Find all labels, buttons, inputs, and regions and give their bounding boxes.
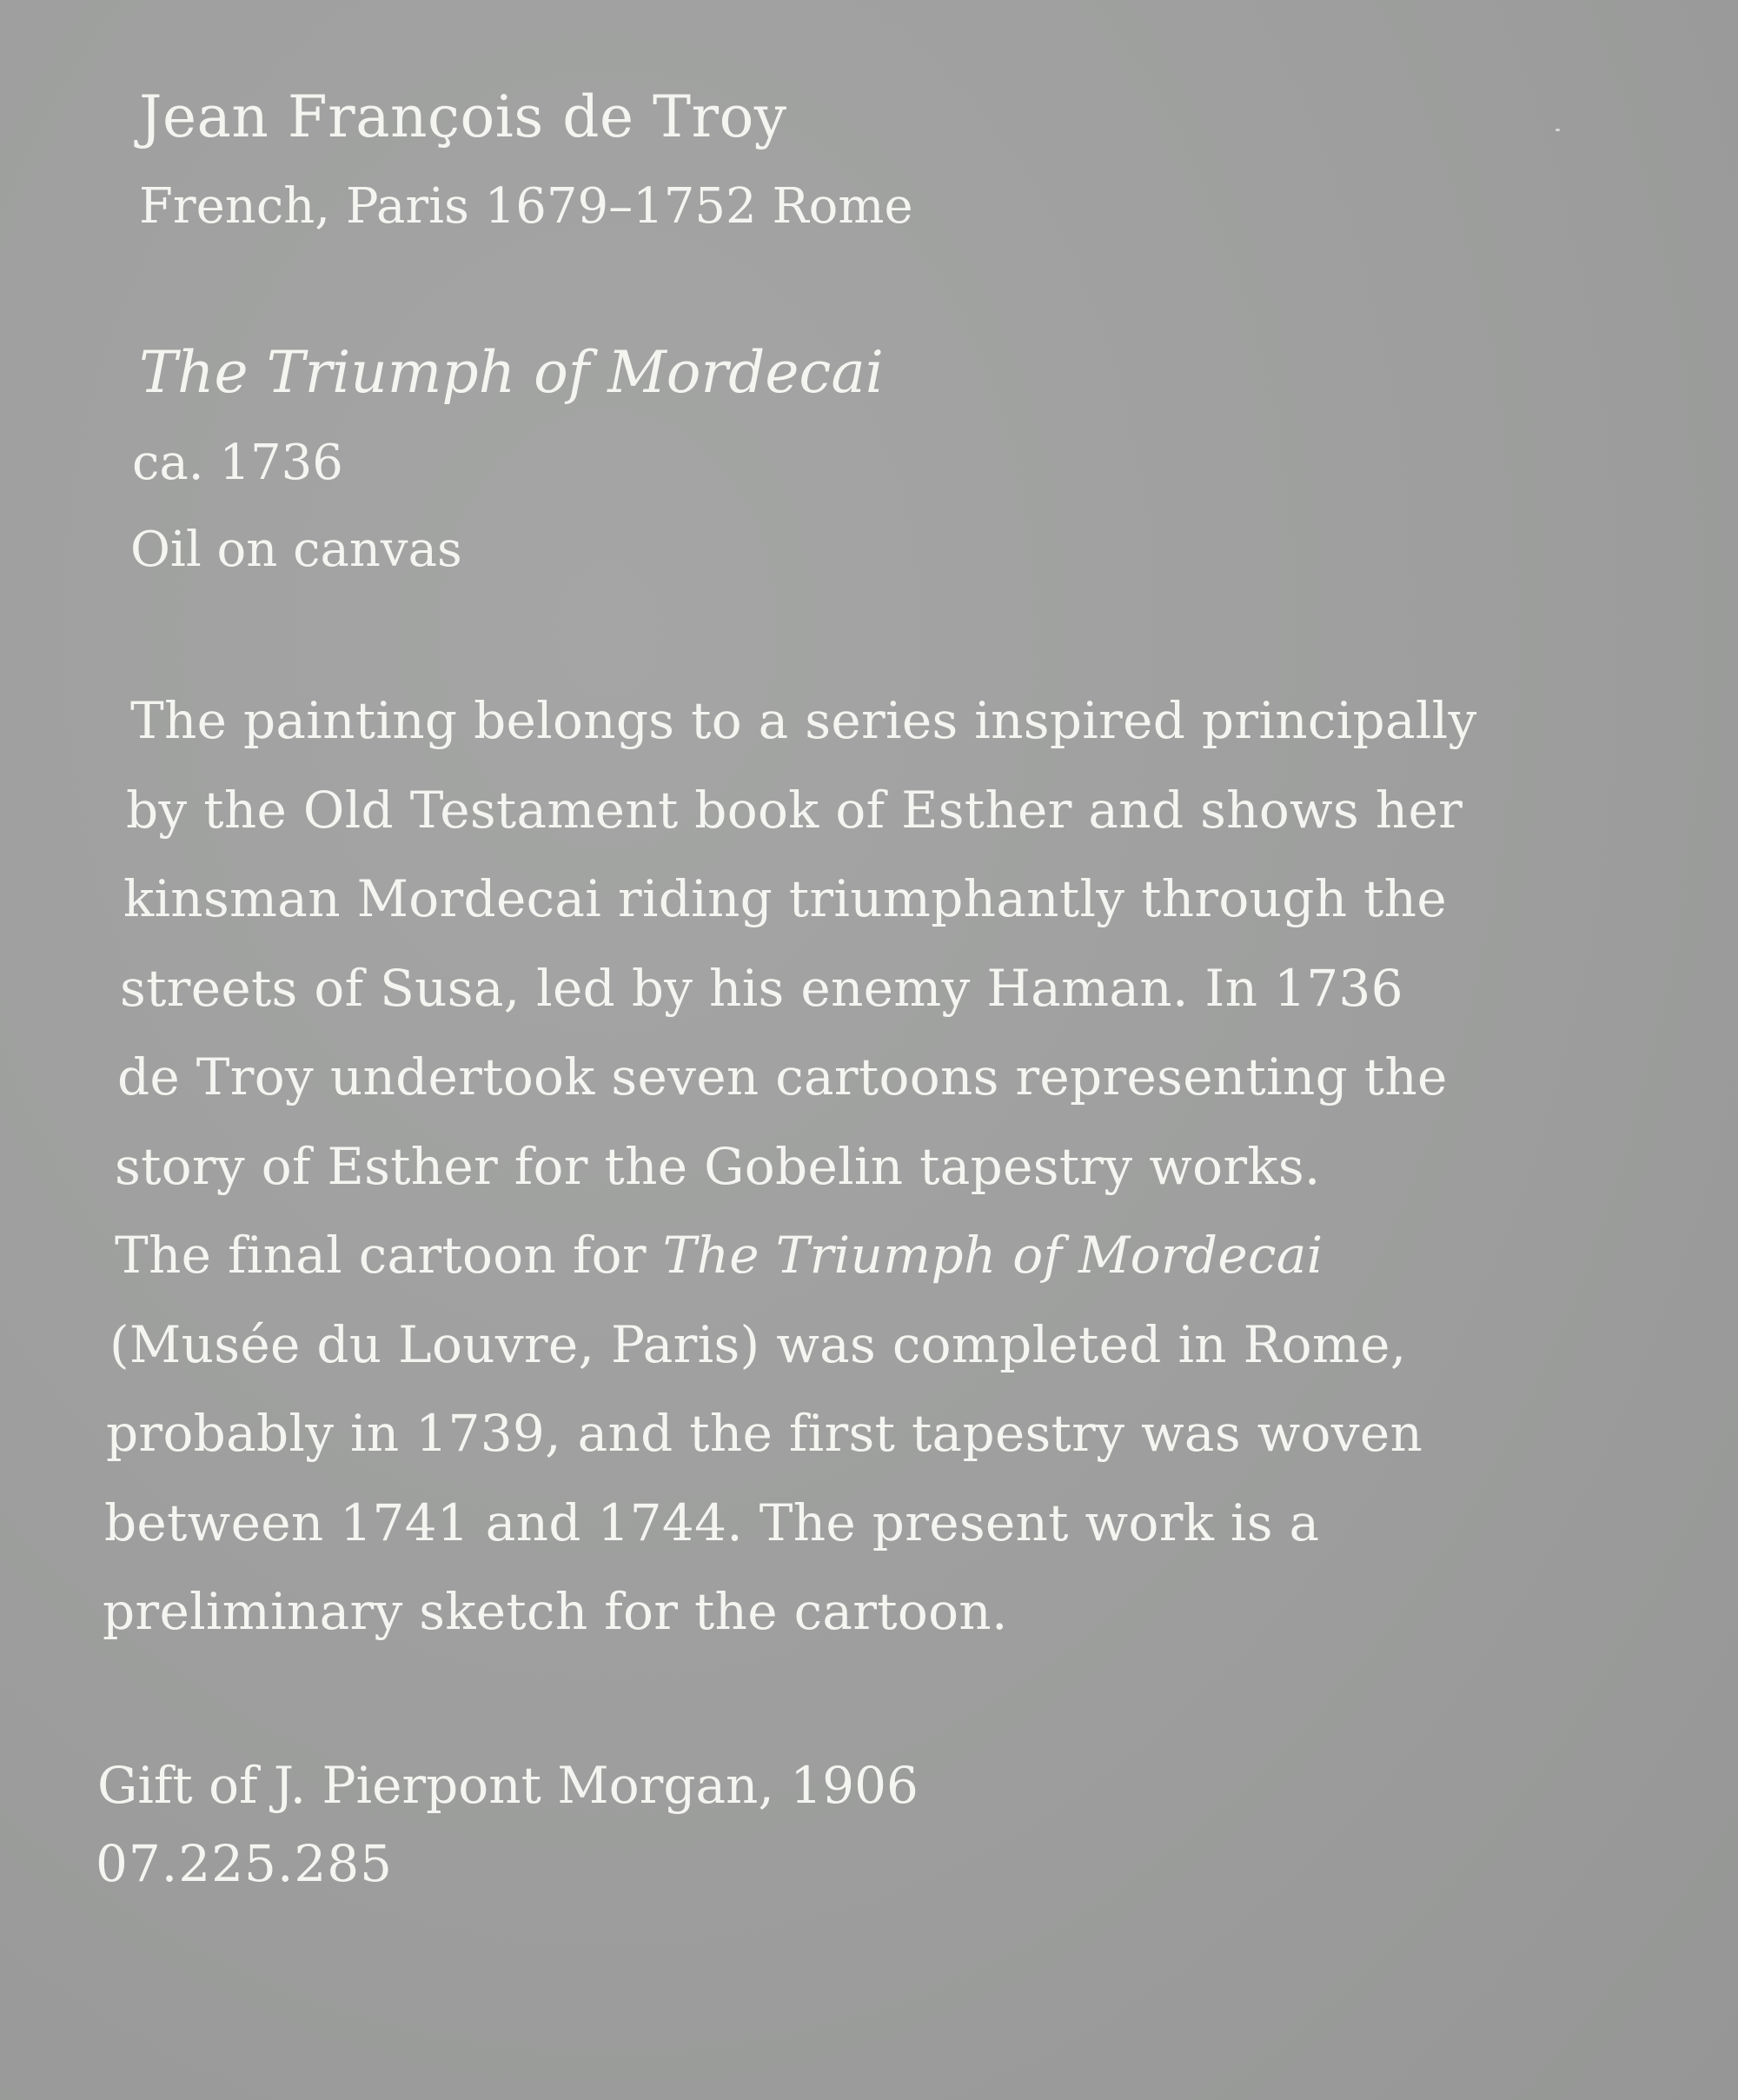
accession-number: 07.225.285	[96, 1834, 394, 1893]
description-line: between 1741 and 1744. The present work is a	[104, 1493, 1320, 1552]
artwork-title: The Triumph of Mordecai	[139, 339, 884, 406]
artwork-date: ca. 1736	[132, 435, 343, 491]
artist-name: Jean François de Troy	[139, 83, 787, 150]
dust-speck	[1556, 129, 1560, 131]
credit-line: Gift of J. Pierpont Morgan, 1906	[97, 1756, 919, 1815]
artist-nationality-dates: French, Paris 1679–1752 Rome	[139, 178, 913, 235]
description-line: de Troy undertook seven cartoons representing the	[117, 1047, 1448, 1106]
artwork-medium: Oil on canvas	[130, 522, 462, 578]
description-line: probably in 1739, and the first tapestry was woven	[106, 1404, 1423, 1463]
description-line: streets of Susa, led by his enemy Haman. In 1736	[120, 959, 1403, 1018]
description-line: story of Esther for the Gobelin tapestry works.	[115, 1137, 1321, 1196]
description-line: (Musée du Louvre, Paris) was completed in Rome,	[109, 1315, 1407, 1374]
description-line-text: The final cartoon for	[115, 1226, 663, 1285]
description-line	[115, 1226, 1323, 1285]
description-line: preliminary sketch for the cartoon.	[103, 1582, 1008, 1641]
description-line: kinsman Mordecai riding triumphantly through the	[123, 869, 1447, 928]
description-italic-title: The Triumph of Mordecai	[662, 1226, 1323, 1285]
description-line: The painting belongs to a series inspired principally	[130, 691, 1477, 750]
description-line: by the Old Testament book of Esther and shows her	[126, 781, 1463, 840]
